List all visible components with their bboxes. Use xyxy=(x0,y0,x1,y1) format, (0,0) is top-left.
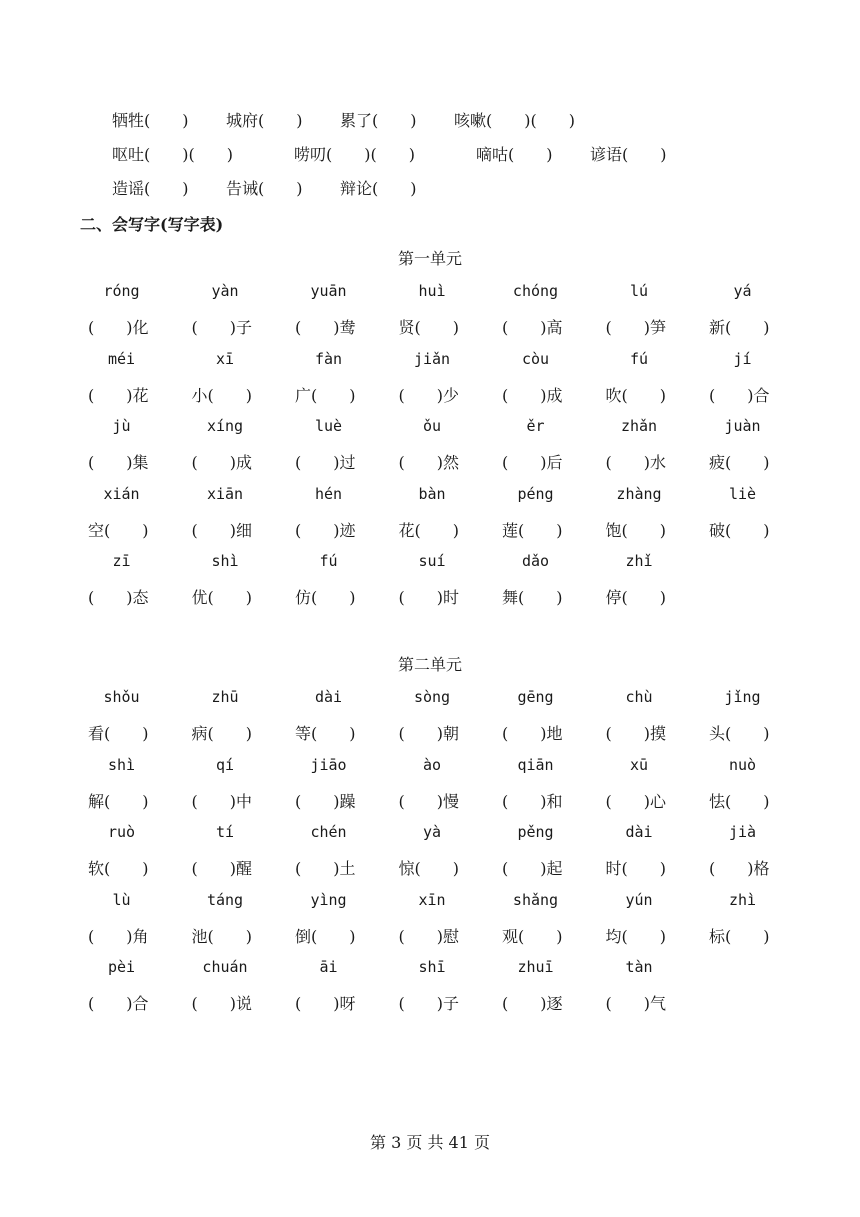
word-item: 咳嗽( )( ) xyxy=(454,111,575,130)
fill-in-blank[interactable]: 疲( ) xyxy=(709,453,770,472)
fill-in-blank[interactable]: 停( ) xyxy=(605,588,666,607)
pinyin: yà xyxy=(422,823,442,841)
word-item: 牺牲( ) xyxy=(112,111,189,130)
fill-in-blank[interactable]: 标( ) xyxy=(709,926,770,946)
fill-in-blank[interactable]: ( )高 xyxy=(502,318,563,337)
pinyin: huì xyxy=(418,282,446,300)
fill-in-blank[interactable]: 空( ) xyxy=(88,520,149,540)
fill-in-blank[interactable]: 舞( ) xyxy=(502,588,563,607)
fill-in-blank[interactable]: ( )成 xyxy=(191,453,252,472)
fill-in-blank[interactable]: ( )成 xyxy=(502,385,563,405)
fill-in-blank[interactable]: ( )逐 xyxy=(502,994,563,1013)
pinyin: shǒu xyxy=(103,688,140,706)
pinyin: bàn xyxy=(418,484,446,503)
pinyin: hén xyxy=(314,484,343,503)
pinyin: qí xyxy=(215,755,235,774)
pinyin: xī xyxy=(215,349,235,368)
fill-in-blank[interactable]: 吹( ) xyxy=(605,385,666,405)
pinyin: xū xyxy=(629,755,649,774)
fill-in-blank[interactable]: ( )土 xyxy=(295,859,356,878)
pinyin: dài xyxy=(314,688,343,706)
pinyin: shì xyxy=(107,755,136,774)
fill-in-blank[interactable]: ( )合 xyxy=(709,385,770,405)
pinyin: gēng xyxy=(517,688,554,706)
pinyin: jià xyxy=(728,823,757,841)
pinyin: xīn xyxy=(418,890,446,909)
word-item: 呕吐( )( ) xyxy=(112,145,233,164)
pinyin: chù xyxy=(625,688,653,706)
pinyin: chóng xyxy=(512,282,559,300)
fill-in-blank[interactable]: ( )地 xyxy=(502,724,563,743)
fill-in-blank[interactable]: ( )合 xyxy=(88,994,149,1013)
pinyin: xíng xyxy=(206,417,244,435)
fill-in-blank[interactable]: ( )呀 xyxy=(295,994,356,1013)
pinyin: dǎo xyxy=(521,552,550,570)
word-item: 城府( ) xyxy=(226,111,303,130)
fill-in-blank[interactable]: ( )角 xyxy=(88,926,149,946)
fill-in-blank[interactable]: ( )醒 xyxy=(191,859,252,878)
fill-in-blank[interactable]: ( )后 xyxy=(502,453,563,472)
pinyin: shī xyxy=(418,958,446,976)
pinyin: pěng xyxy=(517,823,554,841)
fill-in-blank[interactable]: 软( ) xyxy=(88,859,149,878)
fill-in-blank[interactable]: 头( ) xyxy=(709,724,770,743)
word-item: 唠叨( )( ) xyxy=(294,145,415,164)
pinyin: dài xyxy=(625,823,653,841)
fill-in-blank[interactable]: 优( ) xyxy=(191,588,252,607)
fill-in-blank[interactable]: ( )中 xyxy=(191,791,252,811)
fill-in-blank[interactable]: ( )说 xyxy=(191,994,252,1013)
pinyin: pèi xyxy=(107,958,136,976)
fill-in-blank[interactable]: 怯( ) xyxy=(709,791,770,811)
fill-in-blank[interactable]: 小( ) xyxy=(191,385,252,405)
fill-in-blank[interactable]: ( )气 xyxy=(605,994,666,1013)
pinyin: zhǐ xyxy=(625,552,653,570)
fill-in-blank[interactable]: ( )笋 xyxy=(605,318,666,337)
fill-in-blank[interactable]: ( )集 xyxy=(88,453,149,472)
pinyin: jí xyxy=(733,349,752,368)
pinyin: zhū xyxy=(211,688,239,706)
fill-in-blank[interactable]: ( )和 xyxy=(502,791,563,811)
page-footer: 第 3 页 共 41 页 xyxy=(370,1133,490,1152)
pinyin: chén xyxy=(310,823,347,841)
pinyin: tí xyxy=(215,823,235,841)
pinyin: ǒu xyxy=(422,417,442,435)
word-item: 谚语( ) xyxy=(590,145,667,164)
pinyin: fú xyxy=(629,349,649,368)
pinyin: yàn xyxy=(211,282,239,300)
pinyin: zhàng xyxy=(616,484,662,503)
fill-in-blank[interactable]: 贤( ) xyxy=(398,318,459,337)
pinyin: ruò xyxy=(107,823,136,841)
pinyin: qiān xyxy=(517,755,554,774)
pinyin: jiǎn xyxy=(413,349,451,368)
pinyin: juàn xyxy=(724,417,761,435)
pinyin: róng xyxy=(103,282,140,300)
pinyin: suí xyxy=(418,552,446,570)
section-heading: 二、会写字(写字表) xyxy=(80,215,224,234)
fill-in-blank[interactable]: ( )摸 xyxy=(605,724,666,743)
pinyin: jù xyxy=(112,417,131,435)
pinyin: xián xyxy=(103,484,140,503)
fill-in-blank[interactable]: ( )迹 xyxy=(295,520,356,540)
word-item: 嘀咕( ) xyxy=(476,145,553,164)
pinyin: luè xyxy=(314,417,343,435)
fill-in-blank[interactable]: ( )躁 xyxy=(295,791,356,811)
fill-in-blank[interactable]: ( )子 xyxy=(191,318,252,337)
pinyin: còu xyxy=(521,349,550,368)
fill-in-blank[interactable]: 等( ) xyxy=(295,724,356,743)
fill-in-blank[interactable]: 仿( ) xyxy=(295,588,356,607)
fill-in-blank[interactable]: 饱( ) xyxy=(605,520,666,540)
fill-in-blank[interactable]: 池( ) xyxy=(191,926,252,946)
pinyin: zhuī xyxy=(517,958,554,976)
pinyin: fú xyxy=(319,552,338,570)
fill-in-blank[interactable]: 看( ) xyxy=(88,724,149,743)
fill-in-blank[interactable]: 观( ) xyxy=(502,926,563,946)
fill-in-blank[interactable]: 均( ) xyxy=(605,926,666,946)
fill-in-blank[interactable]: ( )花 xyxy=(88,385,149,405)
pinyin: táng xyxy=(206,890,244,909)
pinyin: tàn xyxy=(625,958,653,976)
fill-in-blank[interactable]: ( )心 xyxy=(605,791,666,811)
pinyin: yá xyxy=(733,282,752,300)
pinyin: āi xyxy=(319,958,338,976)
pinyin: nuò xyxy=(728,755,757,774)
fill-in-blank[interactable]: 莲( ) xyxy=(502,520,563,540)
pinyin: shì xyxy=(211,552,239,570)
pinyin: péng xyxy=(517,484,554,503)
fill-in-blank[interactable]: 花( ) xyxy=(398,520,459,540)
pinyin: zhì xyxy=(728,890,757,909)
pinyin: jǐng xyxy=(724,688,761,706)
fill-in-blank[interactable]: 病( ) xyxy=(191,724,252,743)
pinyin: ào xyxy=(422,755,442,774)
pinyin: zī xyxy=(112,552,131,570)
pinyin: yún xyxy=(625,890,653,909)
fill-in-blank[interactable]: ( )慰 xyxy=(398,926,459,946)
fill-in-blank[interactable]: ( )时 xyxy=(398,588,459,607)
pinyin: ěr xyxy=(526,417,545,435)
word-item: 告诫( ) xyxy=(226,179,303,198)
pinyin: yìng xyxy=(310,890,347,909)
fill-in-blank[interactable]: ( )化 xyxy=(88,318,149,337)
fill-in-blank[interactable]: ( )细 xyxy=(191,520,252,540)
fill-in-blank[interactable]: 新( ) xyxy=(709,318,770,337)
fill-in-blank[interactable]: ( )水 xyxy=(605,453,666,472)
word-item: 辩论( ) xyxy=(340,179,417,198)
fill-in-blank[interactable]: ( )过 xyxy=(295,453,356,472)
pinyin: shǎng xyxy=(512,890,559,909)
fill-in-blank[interactable]: ( )格 xyxy=(709,859,770,878)
fill-in-blank[interactable]: ( )朝 xyxy=(398,724,459,743)
fill-in-blank[interactable]: ( )少 xyxy=(398,385,459,405)
fill-in-blank[interactable]: ( )起 xyxy=(502,859,563,878)
pinyin: jiāo xyxy=(310,755,347,774)
fill-in-blank[interactable]: ( )鸯 xyxy=(295,318,356,337)
pinyin: fàn xyxy=(314,349,343,368)
fill-in-blank[interactable]: 广( ) xyxy=(295,385,356,405)
pinyin: xiān xyxy=(206,484,244,503)
fill-in-blank[interactable]: ( )子 xyxy=(398,994,459,1013)
pinyin: lù xyxy=(112,890,131,909)
pinyin: zhǎn xyxy=(620,417,658,435)
word-item: 造谣( ) xyxy=(112,179,189,198)
pinyin: liè xyxy=(728,484,757,503)
fill-in-blank[interactable]: 解( ) xyxy=(88,791,149,811)
word-item: 累了( ) xyxy=(340,111,417,130)
fill-in-blank[interactable]: ( )然 xyxy=(398,453,459,472)
unit-title: 第一单元 xyxy=(397,249,462,268)
fill-in-blank[interactable]: 倒( ) xyxy=(295,926,356,946)
pinyin: yuān xyxy=(310,282,347,300)
pinyin: sòng xyxy=(413,688,451,706)
fill-in-blank[interactable]: 时( ) xyxy=(605,859,666,878)
unit-title: 第二单元 xyxy=(397,655,462,674)
fill-in-blank[interactable]: 破( ) xyxy=(709,520,770,540)
fill-in-blank[interactable]: ( )慢 xyxy=(398,791,459,811)
pinyin: lú xyxy=(629,282,649,300)
pinyin: chuán xyxy=(202,958,248,976)
fill-in-blank[interactable]: 惊( ) xyxy=(398,859,459,878)
fill-in-blank[interactable]: ( )态 xyxy=(88,588,149,607)
pinyin: méi xyxy=(107,349,136,368)
